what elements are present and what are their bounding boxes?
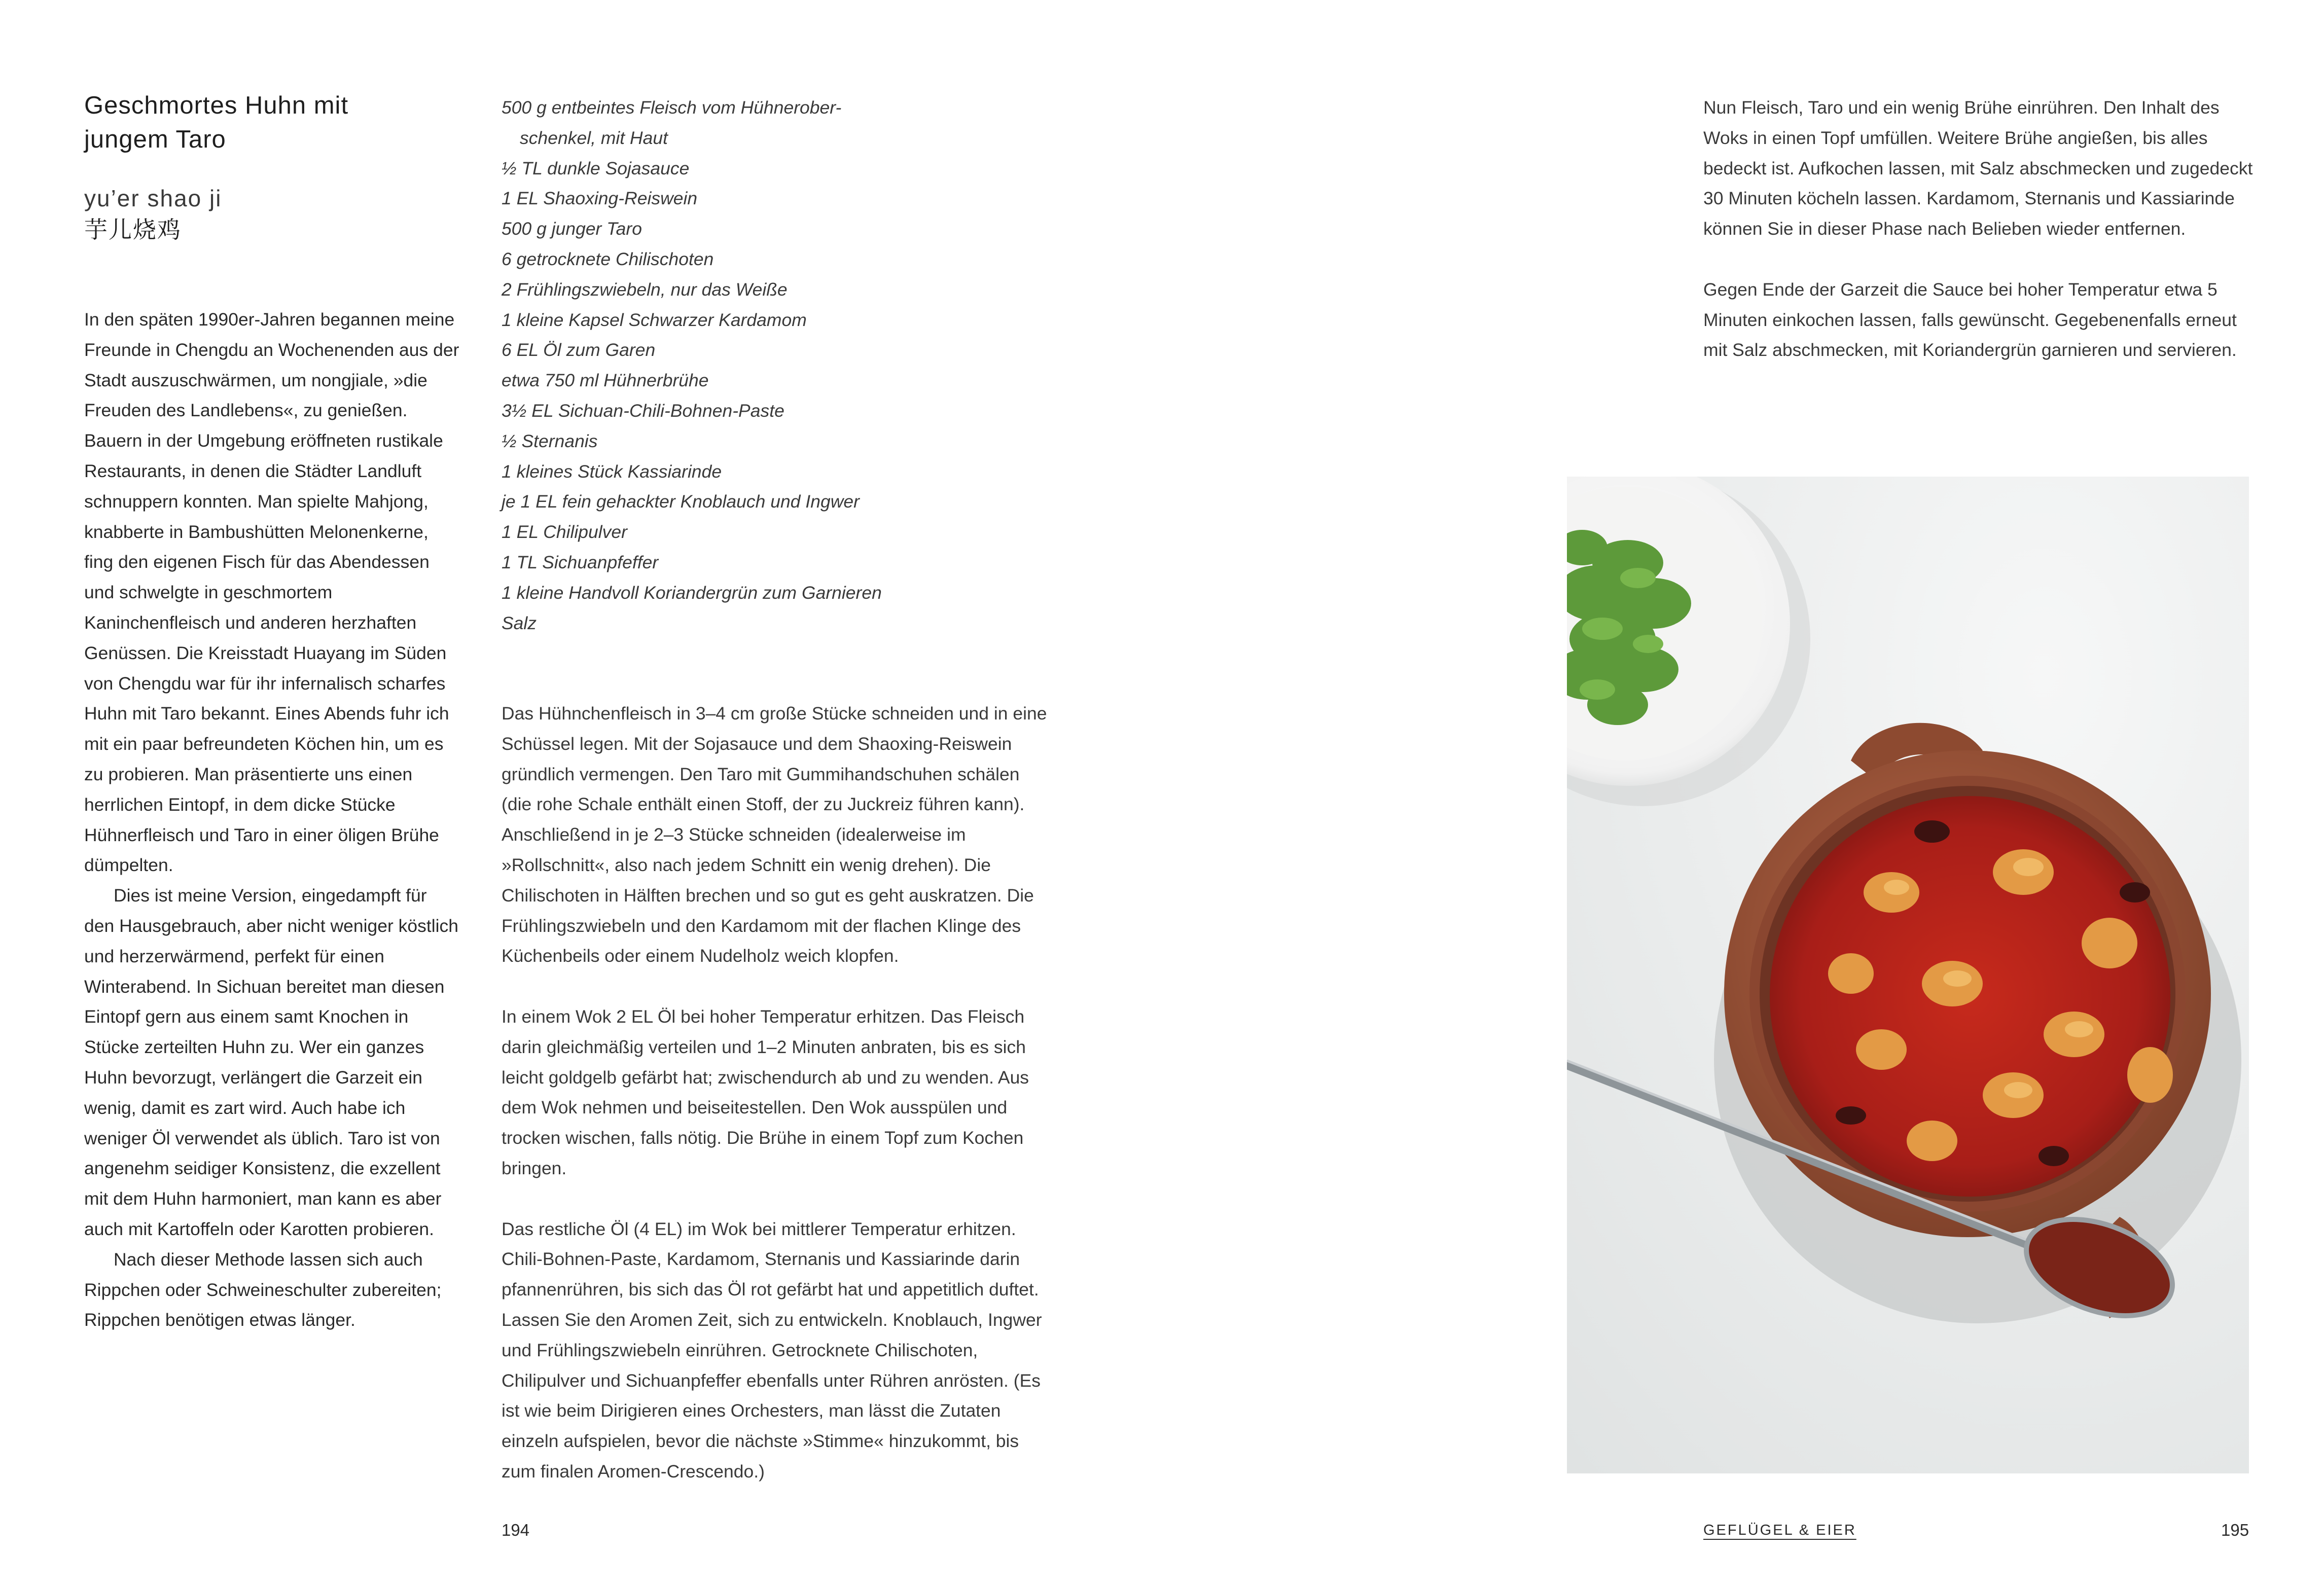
ingredient-item: etwa 750 ml Hühnerbrühe <box>502 370 709 391</box>
recipe-pinyin: yu’er shao ji <box>84 185 222 211</box>
recipe-title <box>84 89 439 157</box>
method-continuation <box>1703 93 2256 396</box>
ingredient-item: 500 g entbeintes Fleisch vom Hühnerober- <box>502 97 842 118</box>
recipe-photo <box>1567 477 2249 1473</box>
ingredient-item: 3½ EL Sichuan-Chili-Bohnen-Paste <box>502 400 784 421</box>
recipe-title-line-1: Geschmortes Huhn mit <box>84 92 349 119</box>
intro-paragraph-3: Nach dieser Methode lassen sich auch Rippchen oder Schweineschulter zubereiten; Rippchen benötigen etwas länger. <box>84 1249 442 1330</box>
page-number-left: 194 <box>502 1521 530 1539</box>
method-text <box>502 699 1049 1487</box>
stew-pot-photo-icon <box>1567 477 2249 1473</box>
ingredient-item: 1 EL Chilipulver <box>502 522 627 543</box>
intro-paragraph-1: In den späten 1990er-Jahren begannen meine Freunde in Chengdu an Wochenenden aus der Stadt auszuschwärmen, um nongjiale, »die Freuden des Landlebens«, zu genießen. Bauern in der Umgebung eröffneten rustikale Restaurants, in denen die Städter Landluft schnuppern konnten. Man spielte Mahjong, knabberte in Bambushütten Melonenkerne, fing den eigenen Fisch für das Abendessen und schwelgte in geschmortem Kaninchenfleisch und anderen herzhaften Genüssen. Die Kreisstadt Huayang im Süden von Chengdu war für ihr infernalisch scharfes Huhn mit Taro bekannt. Eines Abends fuhr ich mit ein paar befreundeten Köchen hin, um es zu probieren. Man präsentierte uns einen herrlichen Eintopf, in dem dicke Stücke Hühnerfleisch und Taro in einer öligen Brühe dümpelten. <box>84 309 459 876</box>
ingredient-item: 6 EL Öl zum Garen <box>502 340 656 360</box>
ingredient-item: 1 kleines Stück Kassiarinde <box>502 461 722 482</box>
intro-paragraph-2: Dies ist meine Version, eingedampft für den Hausgebrauch, aber nicht weniger köstlich und herzerwärmend, perfekt für einen Winterabend. In Sichuan bereitet man diesen Eintopf gern aus einem samt Knochen in Stücke zerteilten Huhn zu. Wer ein ganzes Huhn bevorzugt, verlängert die Garzeit ein wenig, damit es zart wird. Auch habe ich weniger Öl verwendet als üblich. Taro ist von angenehm seidiger Konsistenz, die exzellent mit dem Huhn harmoniert, man kann es aber auch mit Kartoffeln oder Karotten probieren. <box>84 885 459 1239</box>
section-label: GEFLÜGEL & EIER <box>1703 1522 1856 1538</box>
ingredient-item: Salz <box>502 612 537 633</box>
ingredient-item: ½ TL dunkle Sojasauce <box>502 158 690 178</box>
ingredient-item-continuation: schenkel, mit Haut <box>520 127 668 148</box>
recipe-chinese-name: 芋儿烧鸡 <box>84 216 182 243</box>
ingredient-item: 6 getrocknete Chilischoten <box>502 248 714 269</box>
ingredient-item: 1 TL Sichuanpfeffer <box>502 552 659 572</box>
page-number-right: 195 <box>2221 1521 2249 1539</box>
intro-text <box>84 305 459 1336</box>
ingredient-item: ½ Sternanis <box>502 430 598 451</box>
ingredient-item: 1 kleine Kapsel Schwarzer Kardamom <box>502 309 807 330</box>
method-step-3: Das restliche Öl (4 EL) im Wok bei mittlerer Temperatur erhitzen. Chili-Bohnen-Paste, Kardamom, Sternanis und Kassiarinde darin pfannenrühren, bis sich das Öl rot gefärbt hat und appetitlich duftet. Lassen Sie den Aromen Zeit, sich zu entwickeln. Knoblauch, Ingwer und Frühlingszwiebeln einrühren. Getrocknete Chilischoten, Chilipulver und Sichuanpfeffer ebenfalls unter Rühren anrösten. (Es ist wie beim Dirigieren eines Orchesters, man lässt die Zutaten einzeln aufspielen, bevor die nächste »Stimme« hinzukommt, bis zum finalen Aromen-Crescendo.) <box>502 1218 1042 1482</box>
ingredient-list <box>502 93 948 638</box>
ingredient-item: 1 EL Shaoxing-Reiswein <box>502 188 698 209</box>
ingredient-item: 500 g junger Taro <box>502 219 642 239</box>
ingredient-item: 2 Frühlingszwiebeln, nur das Weiße <box>502 279 788 300</box>
ingredient-item: 1 kleine Handvoll Koriandergrün zum Garnieren <box>502 582 882 603</box>
method-step-5: Gegen Ende der Garzeit die Sauce bei hoher Temperatur etwa 5 Minuten einkochen lassen, falls gewünscht. Gegebenenfalls erneut mit Salz abschmecken, mit Koriandergrün garnieren und servieren. <box>1703 279 2237 360</box>
ingredient-item: je 1 EL fein gehackter Knoblauch und Ingwer <box>502 491 860 512</box>
recipe-title-line-2: jungem Taro <box>84 126 226 153</box>
method-step-4: Nun Fleisch, Taro und ein wenig Brühe einrühren. Den Inhalt des Woks in einen Topf umfüllen. Weitere Brühe angießen, bis alles bedeckt ist. Aufkochen lassen, mit Salz abschmecken und zugedeckt 30 Minuten köcheln lassen. Kardamom, Sternanis und Kassiarinde können Sie in dieser Phase nach Belieben wieder entfernen. <box>1703 97 2253 239</box>
method-step-2: In einem Wok 2 EL Öl bei hoher Temperatur erhitzen. Das Fleisch darin gleichmäßig verteilen und 1–2 Minuten anbraten, bis es sich leicht goldgelb gefärbt hat; zwischendurch ab und zu wenden. Aus dem Wok nehmen und beiseitestellen. Den Wok ausspülen und trocken wischen, falls nötig. Die Brühe in einem Topf zum Kochen bringen. <box>502 1006 1029 1178</box>
method-step-1: Das Hühnchenfleisch in 3–4 cm große Stücke schneiden und in eine Schüssel legen. Mit der Sojasauce und dem Shaoxing-Reiswein gründlich vermengen. Den Taro mit Gummihandschuhen schälen (die rohe Schale enthält einen Stoff, der zu Juckreiz führen kann). Anschließend in je 2–3 Stücke schneiden (idealerweise im »Rollschnitt«, also nach jedem Schnitt ein wenig drehen). Die Chilischoten in Hälften brechen und so gut es geht auskratzen. Die Frühlingszwiebeln und den Kardamom mit der flachen Klinge des Küchenbeils oder einem Nudelholz weich klopfen. <box>502 703 1047 966</box>
